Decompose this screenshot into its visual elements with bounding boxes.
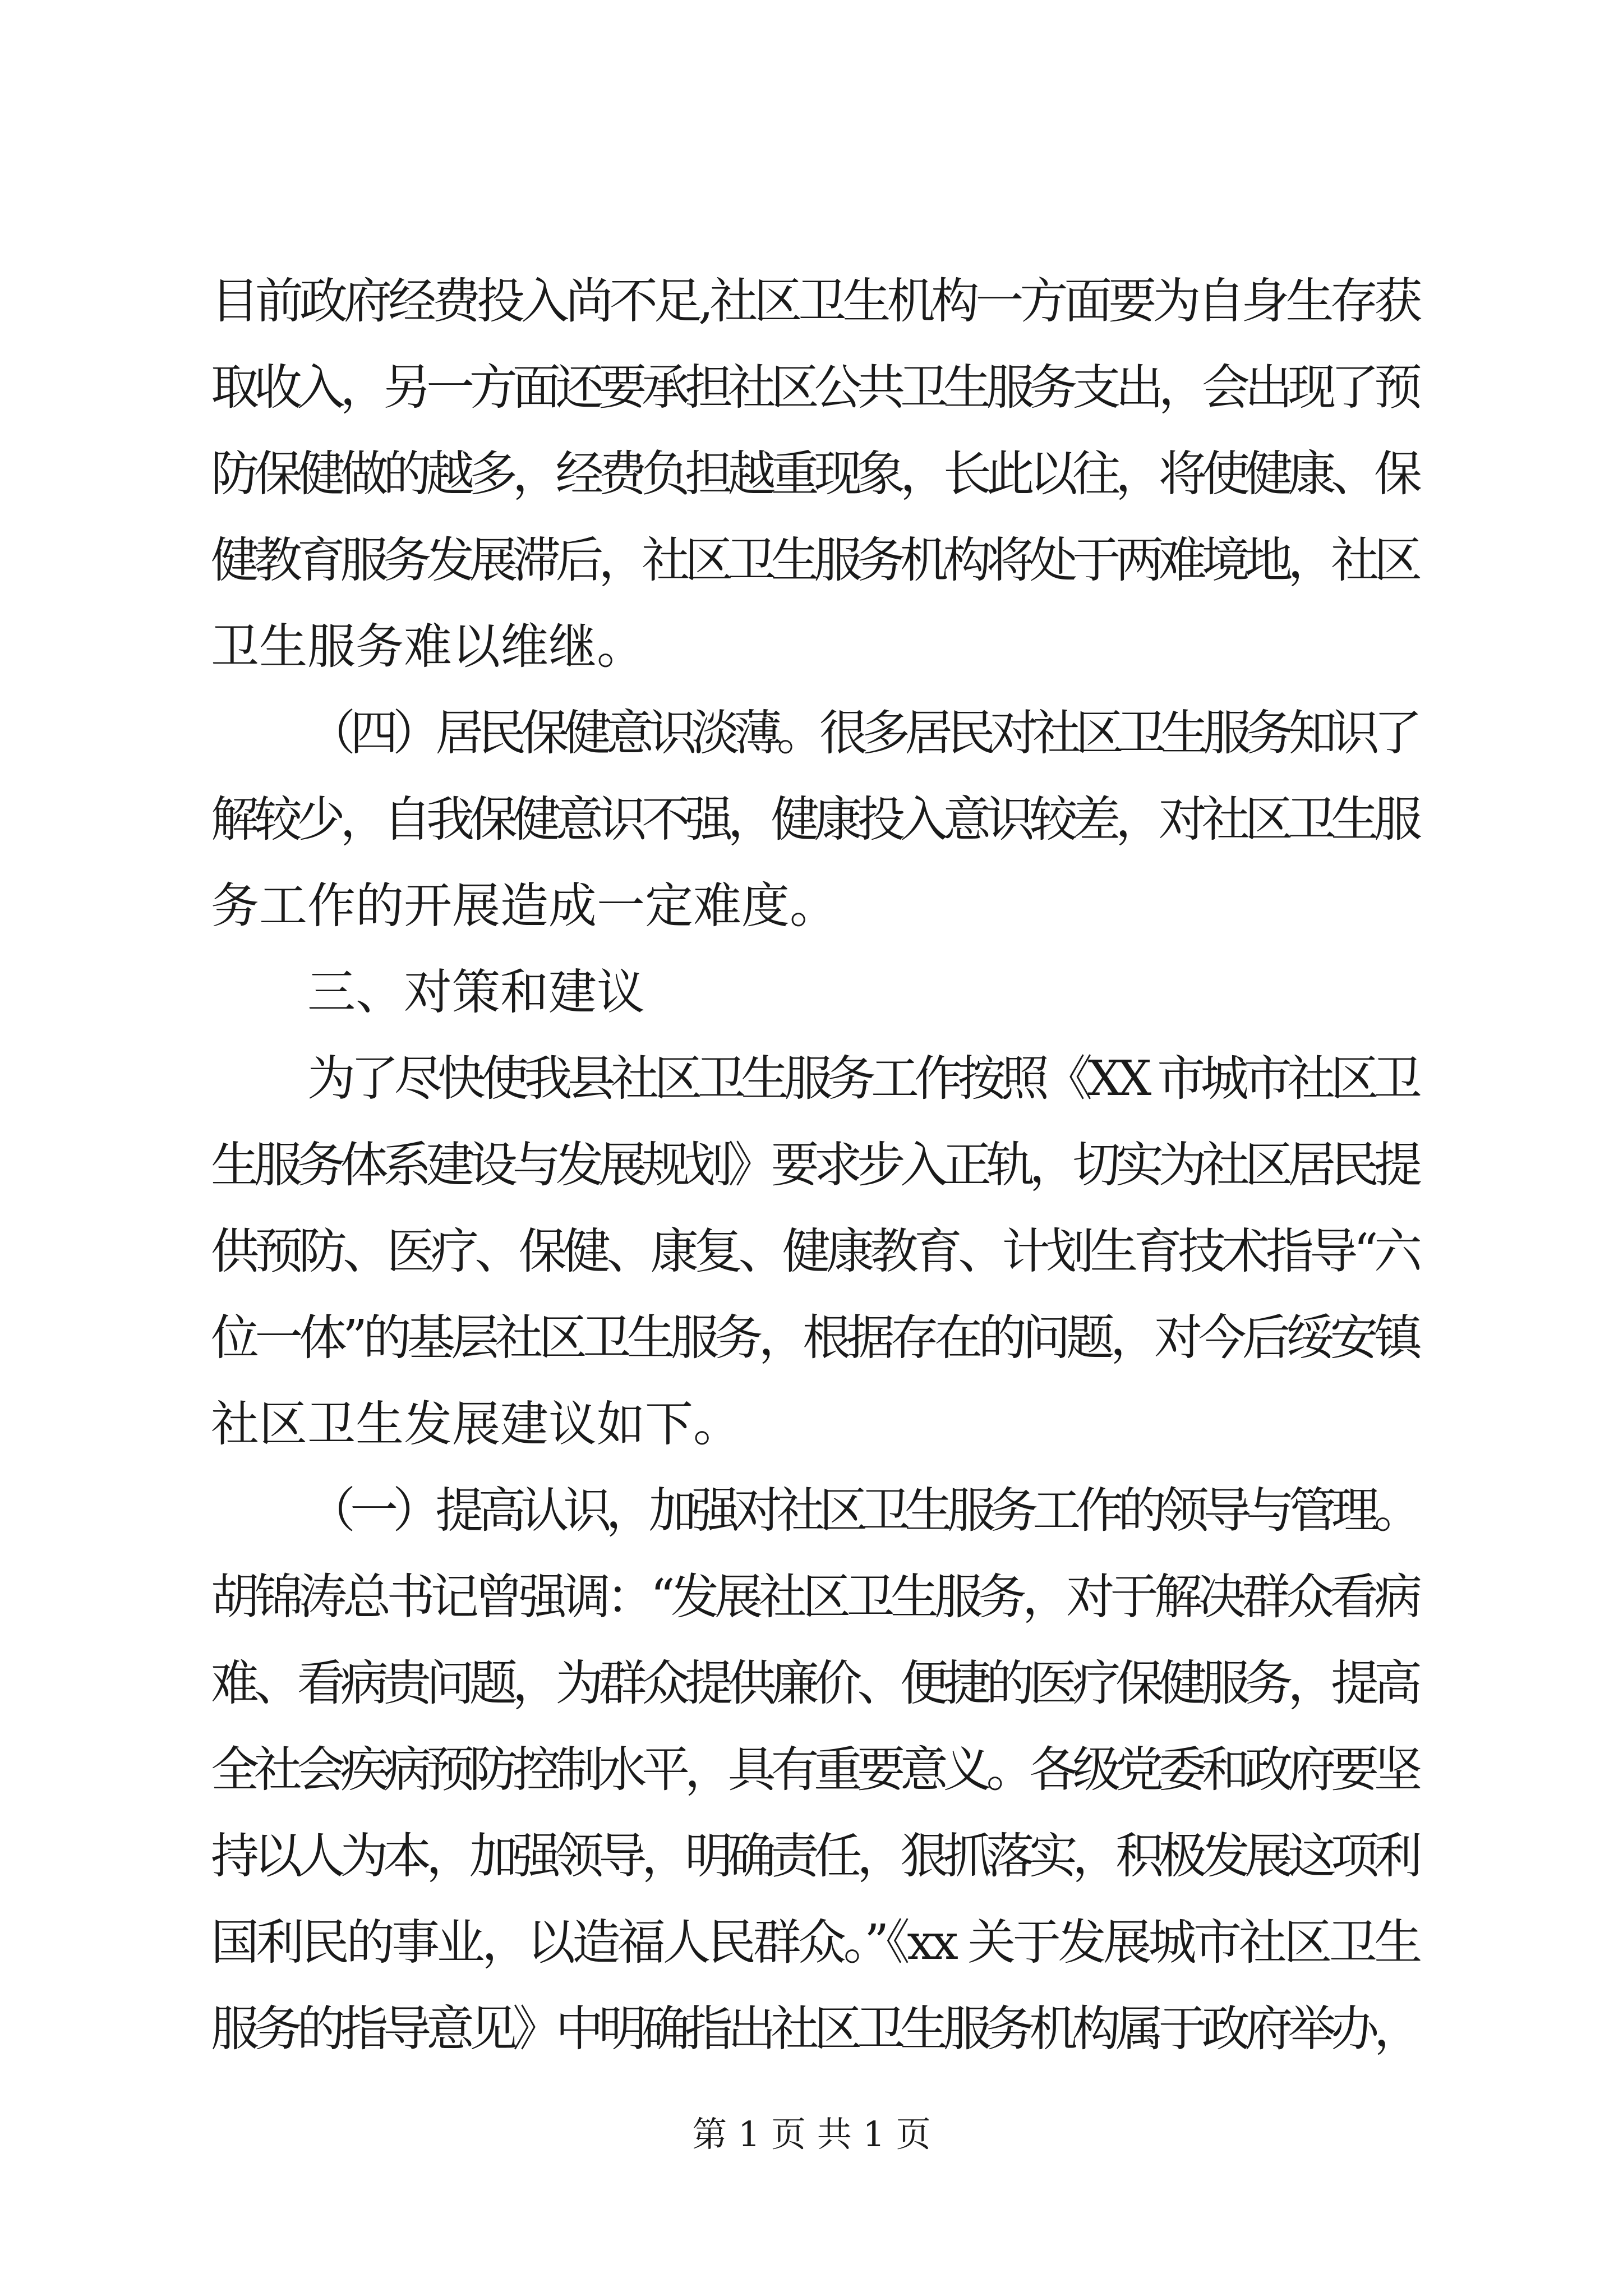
text-line: 取收入，另一方面还要承担社区公共卫生服务支出，会出现了预	[211, 360, 1417, 416]
text-line: （一）提高认识，加强对社区卫生服务工作的领导与管理。	[307, 1483, 1417, 1539]
text-line: 胡锦涛总书记曾强调：“发展社区卫生服务，对于解决群众看病	[211, 1569, 1418, 1625]
text-line: 健教育服务发展滞后，社区卫生服务机构将处于两难境地，社区	[211, 532, 1417, 588]
text-line: 难、看病贵问题，为群众提供廉价、便捷的医疗保健服务，提高	[211, 1655, 1417, 1711]
document-body	[211, 258, 1422, 2072]
text-line: 位一体”的基层社区卫生服务，根据存在的问题，对今后绥安镇	[211, 1310, 1418, 1366]
text-line: 服务的指导意见》中明确指出社区卫生服务机构属于政府举办，	[211, 2001, 1417, 2057]
text-line: 防保健做的越多，经费负担越重现象，长此以往，将使健康、保	[211, 446, 1417, 502]
page-footer: 第 1 页 共 1 页	[692, 2114, 931, 2155]
text-line: 三、对策和建议	[307, 964, 645, 1020]
text-line: 社区卫生发展建议如下。	[211, 1396, 741, 1452]
text-line: 务工作的开展造成一定难度。	[211, 878, 838, 934]
text-line: 目前政府经费投入尚不足,社区卫生机构一方面要为自身生存获	[211, 273, 1419, 329]
text-line: 为了尽快使我县社区卫生服务工作按照《XX 市城市社区卫	[307, 1051, 1418, 1107]
text-line: 解较少，自我保健意识不强，健康投入意识较差，对社区卫生服	[211, 792, 1417, 848]
text-line: 国利民的事业，以造福人民群众。”《xx 关于发展城市社区卫生	[211, 1915, 1419, 1971]
text-line: 供预防、医疗、保健、康复、健康教育、计划生育技术指导“六	[211, 1223, 1418, 1280]
text-line: （四）居民保健意识淡薄。很多居民对社区卫生服务知识了	[307, 705, 1417, 761]
text-line: 卫生服务难以维继。	[211, 619, 645, 675]
text-line: 全社会疾病预防控制水平，具有重要意义。各级党委和政府要坚	[211, 1742, 1417, 1798]
text-line: 持以人为本，加强领导，明确责任，狠抓落实，积极发展这项利	[211, 1828, 1417, 1884]
text-line: 生服务体系建设与发展规划》要求步入正轨，切实为社区居民提	[211, 1137, 1417, 1193]
